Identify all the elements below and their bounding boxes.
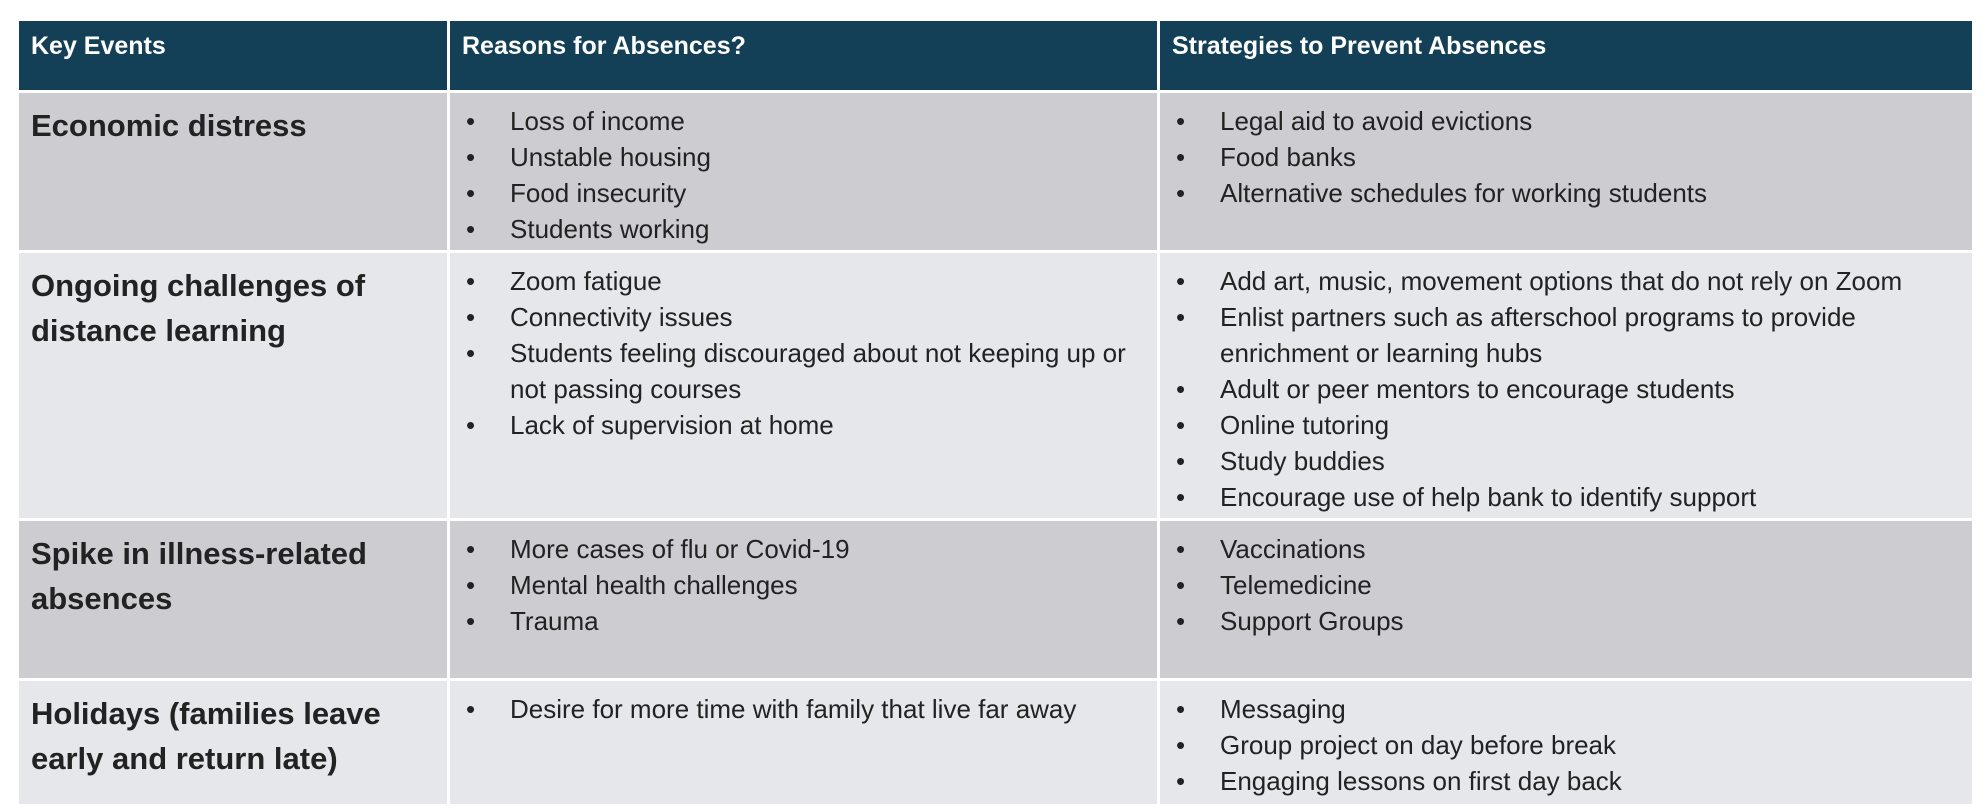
bullet-icon: • xyxy=(1176,730,1186,760)
list-item xyxy=(1172,371,1960,407)
bullet-icon: • xyxy=(1176,446,1186,476)
list-item xyxy=(1172,299,1960,371)
strategies-list xyxy=(1172,263,1960,515)
table-header-row xyxy=(18,20,1974,92)
bullet-icon: • xyxy=(1176,266,1186,296)
bullet-icon: • xyxy=(466,694,476,724)
list-item-text: Desire for more time with family that live far away xyxy=(510,694,1077,724)
list-item-text: Students feeling discouraged about not keeping up or not passing courses xyxy=(510,338,1126,404)
list-item xyxy=(462,139,1145,175)
list-item xyxy=(462,103,1145,139)
list-item-text: Lack of supervision at home xyxy=(510,410,834,440)
reasons-cell xyxy=(449,680,1159,806)
list-item xyxy=(462,299,1145,335)
list-item-text: More cases of flu or Covid-19 xyxy=(510,534,850,564)
table-row xyxy=(18,252,1974,520)
header-reasons: Reasons for Absences? xyxy=(449,20,1159,92)
event-cell xyxy=(18,92,449,252)
event-label: Economic distress xyxy=(31,108,307,143)
strategies-cell xyxy=(1159,680,1974,806)
list-item xyxy=(462,211,1145,247)
list-item-text: Messaging xyxy=(1220,694,1346,724)
list-item-text: Mental health challenges xyxy=(510,570,798,600)
strategies-cell xyxy=(1159,520,1974,680)
bullet-icon: • xyxy=(1176,302,1186,332)
reasons-list xyxy=(462,103,1145,247)
event-cell xyxy=(18,520,449,680)
list-item xyxy=(1172,727,1960,763)
event-label: Spike in illness-related absences xyxy=(31,536,367,616)
list-item-text: Legal aid to avoid evictions xyxy=(1220,106,1533,136)
bullet-icon: • xyxy=(1176,766,1186,796)
bullet-icon: • xyxy=(466,142,476,172)
event-cell xyxy=(18,252,449,520)
bullet-icon: • xyxy=(1176,142,1186,172)
bullet-icon: • xyxy=(1176,178,1186,208)
bullet-icon: • xyxy=(466,410,476,440)
strategies-list xyxy=(1172,691,1960,799)
list-item xyxy=(1172,443,1960,479)
absences-table xyxy=(16,18,1975,807)
bullet-icon: • xyxy=(466,266,476,296)
strategies-list xyxy=(1172,531,1960,639)
bullet-icon: • xyxy=(1176,606,1186,636)
bullet-icon: • xyxy=(1176,694,1186,724)
list-item xyxy=(462,691,1145,727)
bullet-icon: • xyxy=(466,302,476,332)
list-item-text: Students working xyxy=(510,214,710,244)
list-item-text: Group project on day before break xyxy=(1220,730,1617,760)
reasons-cell xyxy=(449,92,1159,252)
bullet-icon: • xyxy=(466,534,476,564)
list-item xyxy=(462,531,1145,567)
list-item xyxy=(1172,603,1960,639)
event-label: Ongoing challenges of distance learning xyxy=(31,268,366,348)
list-item xyxy=(1172,139,1960,175)
list-item-text: Food banks xyxy=(1220,142,1356,172)
list-item-text: Engaging lessons on first day back xyxy=(1220,766,1622,796)
list-item xyxy=(1172,531,1960,567)
list-item-text: Food insecurity xyxy=(510,178,687,208)
list-item xyxy=(1172,175,1960,211)
list-item xyxy=(1172,103,1960,139)
list-item xyxy=(1172,691,1960,727)
list-item-text: Study buddies xyxy=(1220,446,1385,476)
reasons-list xyxy=(462,531,1145,639)
list-item-text: Connectivity issues xyxy=(510,302,733,332)
bullet-icon: • xyxy=(466,178,476,208)
event-label: Holidays (families leave early and return late) xyxy=(31,696,381,776)
list-item xyxy=(1172,479,1960,515)
reasons-list xyxy=(462,263,1145,443)
list-item-text: Enlist partners such as afterschool programs to provide enrichment or learning hubs xyxy=(1220,302,1856,368)
list-item-text: Zoom fatigue xyxy=(510,266,662,296)
list-item-text: Online tutoring xyxy=(1220,410,1390,440)
list-item xyxy=(1172,763,1960,799)
list-item xyxy=(1172,263,1960,299)
list-item-text: Adult or peer mentors to encourage students xyxy=(1220,374,1735,404)
list-item xyxy=(462,263,1145,299)
bullet-icon: • xyxy=(466,570,476,600)
list-item-text: Vaccinations xyxy=(1220,534,1366,564)
list-item xyxy=(1172,407,1960,443)
list-item-text: Alternative schedules for working students xyxy=(1220,178,1708,208)
bullet-icon: • xyxy=(1176,410,1186,440)
bullet-icon: • xyxy=(1176,482,1186,512)
list-item-text: Trauma xyxy=(510,606,599,636)
bullet-icon: • xyxy=(466,106,476,136)
list-item-text: Add art, music, movement options that do not rely on Zoom xyxy=(1220,266,1903,296)
bullet-icon: • xyxy=(1176,570,1186,600)
strategies-cell xyxy=(1159,252,1974,520)
bullet-icon: • xyxy=(1176,106,1186,136)
reasons-list xyxy=(462,691,1145,727)
bullet-icon: • xyxy=(1176,534,1186,564)
event-cell xyxy=(18,680,449,806)
bullet-icon: • xyxy=(1176,374,1186,404)
reasons-cell xyxy=(449,520,1159,680)
list-item xyxy=(462,175,1145,211)
list-item-text: Unstable housing xyxy=(510,142,711,172)
list-item-text: Telemedicine xyxy=(1220,570,1372,600)
header-strategies: Strategies to Prevent Absences xyxy=(1159,20,1974,92)
reasons-cell xyxy=(449,252,1159,520)
bullet-icon: • xyxy=(466,606,476,636)
strategies-list xyxy=(1172,103,1960,211)
list-item-text: Encourage use of help bank to identify support xyxy=(1220,482,1757,512)
table-row xyxy=(18,680,1974,806)
list-item xyxy=(462,603,1145,639)
absences-table-container xyxy=(16,18,1972,807)
list-item-text: Loss of income xyxy=(510,106,685,136)
strategies-cell xyxy=(1159,92,1974,252)
list-item xyxy=(462,335,1145,407)
bullet-icon: • xyxy=(466,338,476,368)
list-item xyxy=(462,407,1145,443)
header-key-events: Key Events xyxy=(18,20,449,92)
table-row xyxy=(18,520,1974,680)
bullet-icon: • xyxy=(466,214,476,244)
table-row xyxy=(18,92,1974,252)
list-item xyxy=(1172,567,1960,603)
list-item-text: Support Groups xyxy=(1220,606,1404,636)
list-item xyxy=(462,567,1145,603)
